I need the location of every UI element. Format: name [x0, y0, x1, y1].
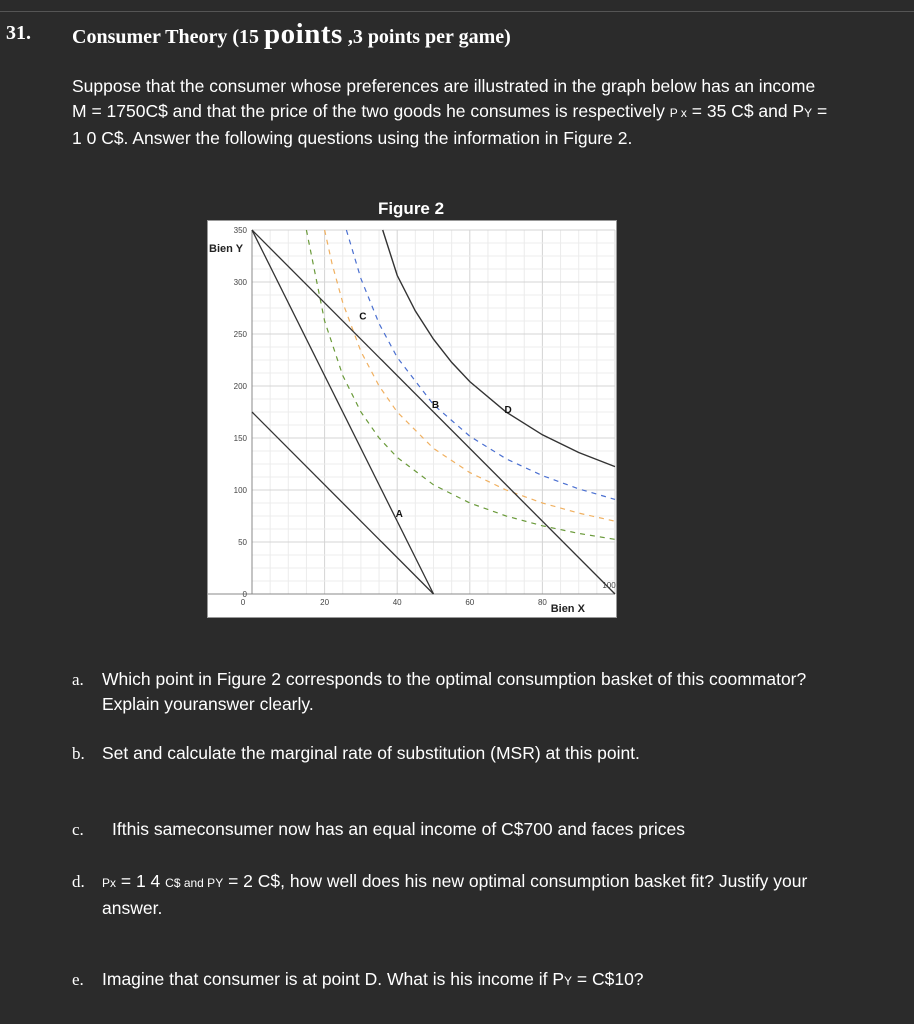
question-number: 31.	[6, 22, 31, 44]
y-tick-label: 0	[242, 590, 247, 599]
y-tick-label: 350	[233, 226, 247, 235]
intro-paragraph	[72, 74, 832, 151]
question-a-text: Which point in Figure 2 corresponds to the optimal consumption basket of this coommator? Explain youranswer clearly.	[102, 669, 807, 714]
y-axis-label: Bien Y	[209, 243, 244, 255]
intro-text-3: = 1 0 C$. Answer the following questions using the information in Figure 2.	[72, 101, 828, 148]
question-a	[72, 667, 832, 717]
question-e-label: e.	[72, 970, 84, 989]
title-start: Consumer Theory (15	[72, 26, 265, 48]
y-tick-label: 150	[233, 434, 247, 443]
question-d	[72, 869, 832, 921]
y-tick-label: 100	[233, 486, 247, 495]
question-b-text: Set and calculate the marginal rate of substitution (MSR) at this point.	[102, 743, 640, 763]
point-label: C	[359, 311, 367, 323]
chart-background	[207, 220, 617, 618]
x-tick-label: 100	[602, 581, 616, 590]
question-c-text: Ifthis sameconsumer now has an equal income of C$700 and faces prices	[112, 819, 685, 839]
question-c-label: c.	[72, 820, 84, 839]
question-c	[72, 817, 852, 842]
y-tick-label: 200	[233, 382, 247, 391]
top-divider	[0, 11, 914, 12]
question-d-px: Px	[102, 876, 117, 890]
question-e-text: Imagine that consumer is at point D. What is his income if PY = C$10?	[102, 969, 644, 989]
x-tick-label: 0	[240, 598, 246, 607]
y-tick-label: 300	[233, 278, 247, 287]
x-tick-label: 20	[320, 598, 330, 607]
question-d-label: d.	[72, 872, 85, 891]
question-b-label: b.	[72, 744, 85, 763]
question-a-label: a.	[72, 670, 84, 689]
x-tick-label: 60	[465, 598, 475, 607]
point-label: A	[395, 509, 403, 521]
question-e	[72, 967, 832, 994]
question-d-text: Px = 1 4 C$ and PY = 2 C$, how well does his new optimal consumption basket fit? Justify your answer.	[102, 871, 808, 918]
figure-2-chart	[207, 220, 617, 618]
intro-px-label: P x	[669, 106, 687, 120]
y-tick-label: 250	[233, 330, 247, 339]
figure-title: Figure 2	[377, 199, 445, 218]
intro-py-subscript: Y	[804, 106, 813, 120]
question-title	[72, 18, 511, 51]
intro-text-2: = 35 C$ and P	[686, 101, 805, 121]
x-tick-label: 80	[537, 598, 547, 607]
title-end: ,3 points per game)	[342, 26, 511, 48]
point-label: D	[504, 405, 512, 417]
y-tick-label: 50	[238, 538, 247, 547]
x-axis-label: Bien X	[550, 603, 585, 615]
intro-text-1: Suppose that the consumer whose preferences are illustrated in the graph below has an income M = 1750C$ and that the price of the two goods he consumes is respectively	[72, 76, 816, 121]
question-b	[72, 741, 832, 766]
title-points-word: points	[264, 18, 343, 50]
point-label: B	[431, 400, 440, 411]
x-tick-label: 40	[392, 598, 402, 607]
